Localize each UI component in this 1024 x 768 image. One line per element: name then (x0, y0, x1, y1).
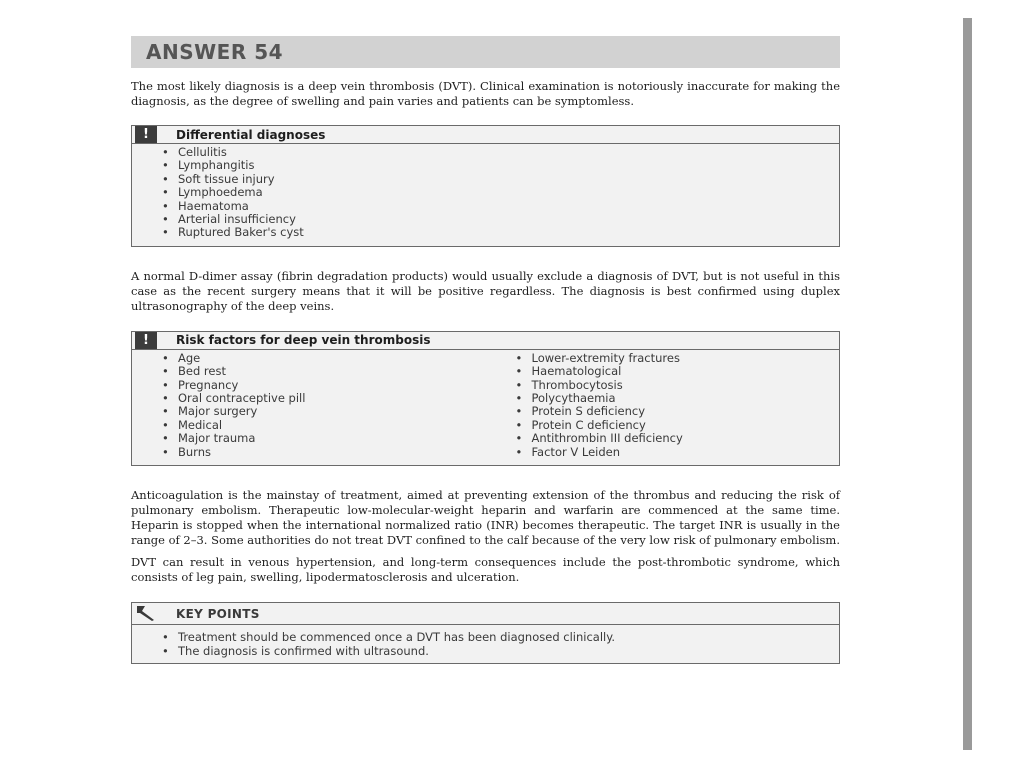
exclamation-icon: ! (135, 126, 157, 143)
box-title: Differential diagnoses (176, 127, 326, 142)
box-title: KEY POINTS (176, 606, 260, 621)
list-item: • Soft tissue injury (162, 173, 839, 186)
paragraph-diagnosis: The most likely diagnosis is a deep vein thrombosis (DVT). Clinical examination is notoriously inaccurate for making the diagnosis, as the degree of swelling and pain varies and patients can be symptomless. (131, 79, 840, 108)
paragraph-treatment: Anticoagulation is the mainstay of treatment, aimed at preventing extension of the thrombus and reducing the risk of pulmonary embolism. Therapeutic low-molecular-weight heparin and warfarin are commenced at the same time. Heparin is stopped when the international normalized ratio (INR) becomes therapeutic. The target INR is usually in the range of 2–3. Some authorities do not treat DVT confined to the calf because of the very low risk of pulmonary embolism. (131, 488, 840, 548)
risk-factors-columns (132, 350, 839, 465)
list-item: • Thrombocytosis (516, 379, 840, 392)
risk-list-right (486, 350, 840, 465)
list-item: • Bed rest (162, 365, 486, 378)
risk-factors-box (131, 331, 840, 466)
risk-list-left (132, 350, 486, 465)
list-item: • Lymphoedema (162, 186, 839, 199)
list-item: • Lymphangitis (162, 159, 839, 172)
list-item: • Medical (162, 419, 486, 432)
paragraph-complications: DVT can result in venous hypertension, and long-term consequences include the post-thrombotic syndrome, which consists of leg pain, swelling, lipodermatosclerosis and ulceration. (131, 555, 840, 585)
vertical-scrollbar[interactable] (963, 18, 972, 750)
document-page (131, 36, 840, 664)
list-item: • Burns (162, 446, 486, 459)
list-item: • The diagnosis is confirmed with ultrasound. (162, 644, 839, 658)
key-points-list (132, 625, 839, 663)
list-item: • Treatment should be commenced once a DVT has been diagnosed clinically. (162, 630, 839, 644)
list-item: • Age (162, 352, 486, 365)
differential-diagnoses-box (131, 125, 840, 247)
answer-heading: ANSWER 54 (131, 36, 840, 68)
list-item: • Protein C deficiency (516, 419, 840, 432)
key-points-box (131, 602, 840, 664)
list-item: • Haematological (516, 365, 840, 378)
list-item: • Lower-extremity fractures (516, 352, 840, 365)
list-item: • Major trauma (162, 432, 486, 445)
list-item: • Polycythaemia (516, 392, 840, 405)
list-item: • Arterial insufficiency (162, 213, 839, 226)
list-item: • Oral contraceptive pill (162, 392, 486, 405)
list-item: • Factor V Leiden (516, 446, 840, 459)
list-item: • Protein S deficiency (516, 405, 840, 418)
list-item: • Antithrombin III deficiency (516, 432, 840, 445)
box-header (132, 332, 839, 350)
list-item: • Haematoma (162, 200, 839, 213)
list-item: • Pregnancy (162, 379, 486, 392)
box-header (132, 603, 839, 625)
differential-list (132, 144, 839, 246)
wrench-icon (132, 603, 160, 624)
paragraph-d-dimer: A normal D-dimer assay (fibrin degradation products) would usually exclude a diagnosis of DVT, but is not useful in this case as the recent surgery means that it will be positive regardless. The diagnosis is best confirmed using duplex ultrasonography of the deep veins. (131, 268, 840, 313)
list-item: • Ruptured Baker's cyst (162, 226, 839, 239)
list-item: • Major surgery (162, 405, 486, 418)
exclamation-icon: ! (135, 332, 157, 349)
box-title: Risk factors for deep vein thrombosis (176, 333, 431, 348)
box-header (132, 126, 839, 144)
list-item: • Cellulitis (162, 146, 839, 159)
